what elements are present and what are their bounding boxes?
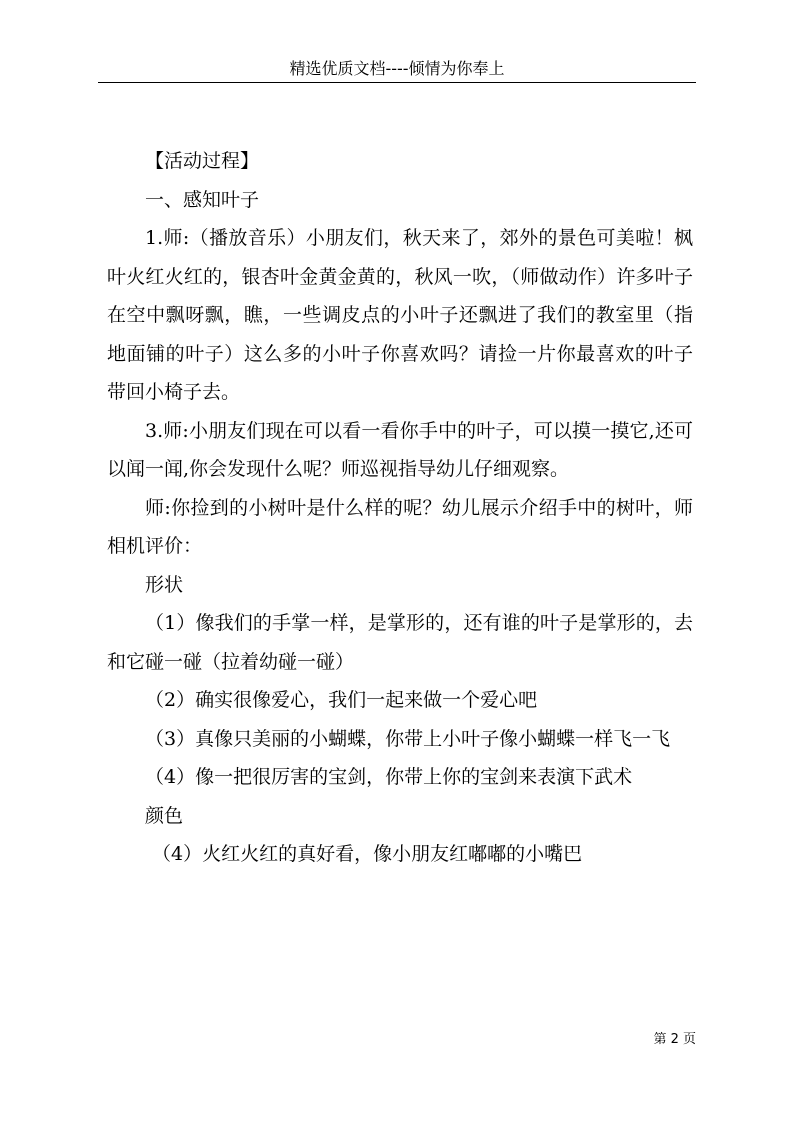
subsection-heading: 一、感知叶子 — [145, 188, 260, 211]
paragraph: （4）火红火红的真好看，像小朋友红嘟嘟的小嘴巴 — [152, 843, 583, 865]
page-header — [98, 58, 696, 83]
paragraph: （4）像一把很厉害的宝剑，你带上你的宝剑来表演下武术 — [145, 766, 633, 788]
section-heading: 【活动过程】 — [145, 150, 260, 172]
document-body — [107, 142, 693, 874]
page-footer — [653, 1032, 696, 1048]
paragraph: （2）确实很像爱心，我们一起来做一个爱心吧 — [145, 689, 538, 711]
paragraph: 3.师:小朋友们现在可以看一看你手中的叶子，可以摸一摸它,还可以闻一闻,你会发现什么呢？师巡视指导幼儿仔细观察。 — [107, 419, 693, 480]
paragraph: 形状 — [145, 573, 184, 596]
page-number: 第 2 页 — [653, 1032, 696, 1047]
paragraph: 师:你捡到的小树叶是什么样的呢？幼儿展示介绍手中的树叶，师相机评价： — [107, 496, 693, 557]
paragraph: 颜色 — [145, 804, 184, 827]
paragraph: （3）真像只美丽的小蝴蝶，你带上小叶子像小蝴蝶一样飞一飞 — [145, 727, 671, 750]
header-title: 精选优质文档----倾情为你奉上 — [289, 59, 505, 78]
paragraph: 1.师:（播放音乐）小朋友们，秋天来了，郊外的景色可美啦！枫叶火红火红的，银杏叶金黄金黄的，秋风一吹，（师做动作）许多叶子在空中飘呀飘，瞧，一些调皮点的小叶子还飘进了我们的教室里（指地面铺的叶子）这么多的小叶子你喜欢吗？请捡一片你最喜欢的叶子带回小椅子去。 — [107, 227, 693, 403]
paragraph: （1）像我们的手掌一样，是掌形的，还有谁的叶子是掌形的，去和它碰一碰（拉着幼碰一碰） — [107, 612, 693, 673]
